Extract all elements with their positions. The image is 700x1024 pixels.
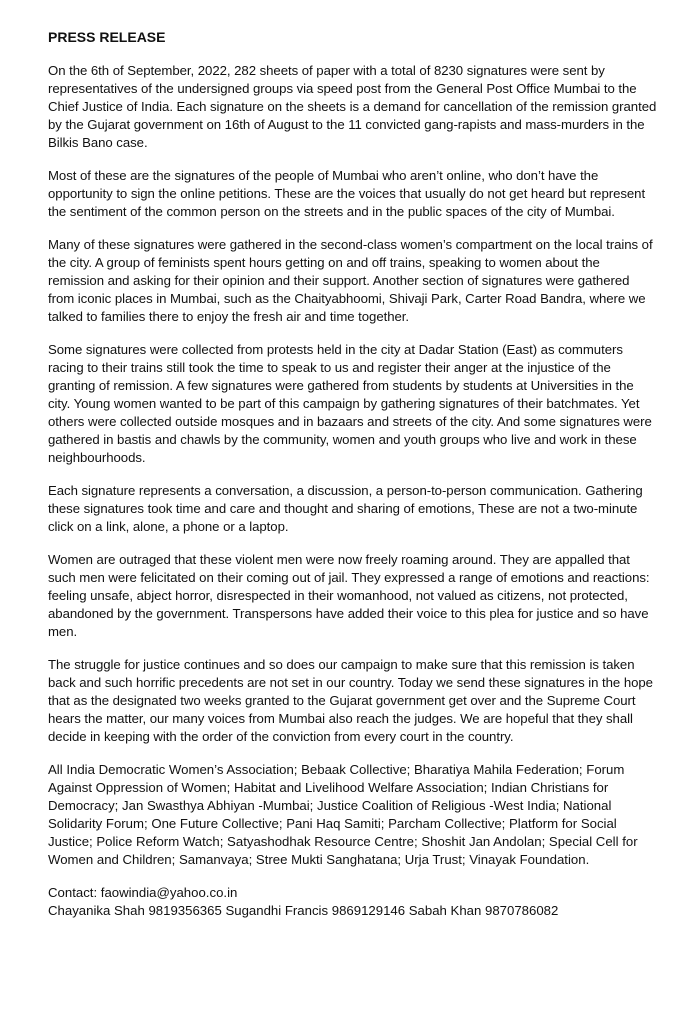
contact-email-line: Contact: faowindia@yahoo.co.in: [48, 885, 238, 900]
signatory-organizations: All India Democratic Women’s Association; Bebaak Collective; Bharatiya Mahila Federation; Forum Against Oppression of Women; Habitat and Livelihood Welfare Association; Indian Christians for Democracy; Jan Swasthya Abhiyan -Mumbai; Justice Coalition of Religious -West India; National Solidarity Forum; One Future Collective; Pani Haq Samiti; Parcham Collective; Platform for Social Justice; Police Reform Watch; Satyashodhak Resource Centre; Shoshit Jan Andolan; Special Cell for Women and Children; Samanvaya; Stree Mukti Sanghatana; Urja Trust; Vinayak Foundation.: [48, 762, 638, 867]
paragraph-struggle: The struggle for justice continues and so does our campaign to make sure that this remission is taken back and such horrific precedents are not set in our country. Today we send these signatures in the hope that as the designated two weeks granted to the Gujarat government get over and the Supreme Court hears the matter, our many voices from Mumbai also reach the judges. We are hopeful that they shall decide in keeping with the order of the conviction from every court in the country.: [48, 657, 653, 744]
document-title: PRESS RELEASE: [48, 29, 166, 45]
paragraph-offline-voices: Most of these are the signatures of the people of Mumbai who aren’t online, who don’t have the opportunity to sign the online petitions. These are the voices that usually do not get heard but represent the sentiment of the common person on the streets and in the public spaces of the city of Mumbai.: [48, 168, 646, 219]
paragraph-signatures-sent: On the 6th of September, 2022, 282 sheets of paper with a total of 8230 signatures were sent by representatives of the undersigned groups via speed post from the General Post Office Mumbai to the Chief Justice of India. Each signature on the sheets is a demand for cancellation of the remission granted by the Gujarat government on 16th of August to the 11 convicted gang-rapists and mass-murders in the Bilkis Bano case.: [48, 63, 657, 150]
contact-block: [48, 884, 658, 920]
paragraph-protests-collection: Some signatures were collected from protests held in the city at Dadar Station (East) as commuters racing to their trains still took the time to speak to us and register their anger at the injustice of the granting of remission. A few signatures were gathered from students by students at Universities in the city. Young women wanted to be part of this campaign by gathering signatures of their batchmates. Yet others were collected outside mosques and in bazaars and streets of the city. And some signatures were gathered in bastis and chawls by the community, women and youth groups who live and work in these neighbourhoods.: [48, 342, 652, 465]
contact-persons-line: Chayanika Shah 9819356365 Sugandhi Francis 9869129146 Sabah Khan 9870786082: [48, 903, 559, 918]
paragraph-local-trains: Many of these signatures were gathered in the second-class women’s compartment on the local trains of the city. A group of feminists spent hours getting on and off trains, speaking to women about the remission and asking for their opinion and their support. Another section of signatures were gathered from iconic places in Mumbai, such as the Chaityabhoomi, Shivaji Park, Carter Road Bandra, where we talked to families there to enjoy the fresh air and time together.: [48, 237, 653, 324]
paragraph-conversation: Each signature represents a conversation, a discussion, a person-to-person communication. Gathering these signatures took time and care and thought and sharing of emotions, These are not a two-minute click on a link, alone, a phone or a laptop.: [48, 483, 643, 534]
paragraph-outrage: Women are outraged that these violent men were now freely roaming around. They are appalled that such men were felicitated on their coming out of jail. They expressed a range of emotions and reactions: feeling unsafe, abject horror, disrespected in their womanhood, not valued as citizens, not protected, abandoned by the government. Transpersons have added their voice to this plea for justice and so have men.: [48, 552, 650, 639]
